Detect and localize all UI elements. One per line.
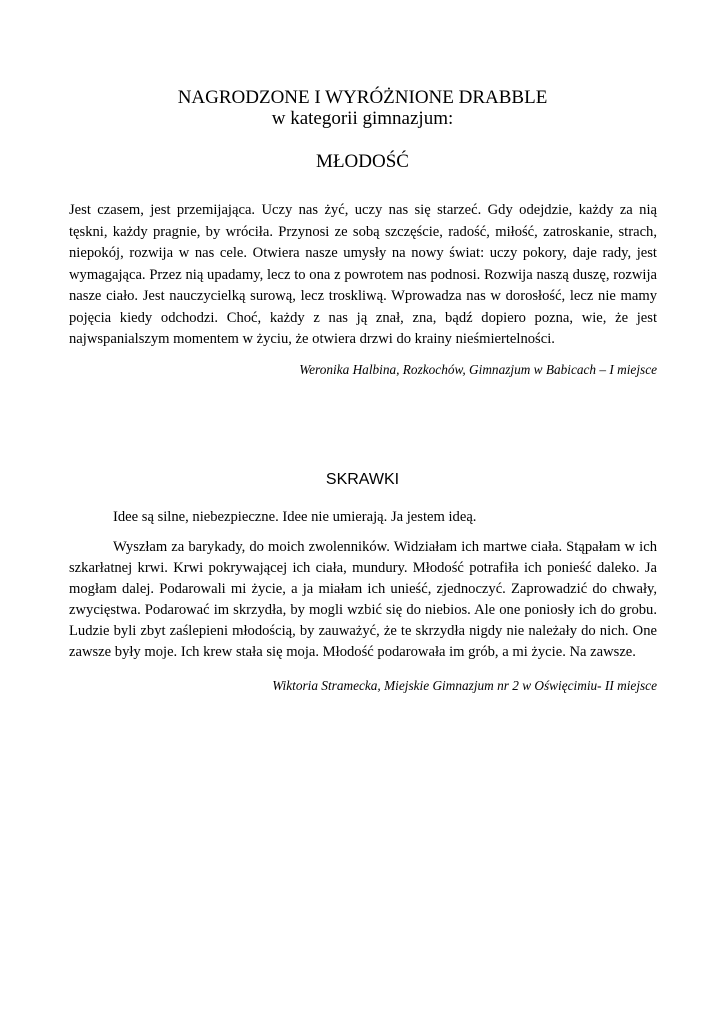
document-heading (0, 87, 725, 129)
drabble-title-skrawki: SKRAWKI (325, 471, 400, 488)
drabble-title-mlodosc: MŁODOŚĆ (316, 151, 409, 172)
drabble-text-skrawki-intro: Idee są silne, niebezpieczne. Idee nie umierają. Ja jestem ideą. (113, 509, 477, 525)
heading-line-2: w kategorii gimnazjum: (271, 108, 454, 129)
drabble-signature-skrawki: Wiktoria Stramecka, Miejskie Gimnazjum nr 2 w Oświęcimiu- II miejsce (272, 678, 657, 693)
drabble-text-mlodosc: Jest czasem, jest przemijająca. Uczy nas żyć, uczy nas się starzeć. Gdy odejdzie, każdy za nią tęskni, każdy pragnie, by wróciła. Przynosi ze sobą szczęście, radość, miłość, zatroskanie, strach, niepokój, rozwija w nas cele. Otwiera nasze umysły na nowy świat: uczy pokory, daje rady, jest wymagająca. Przez nią upadamy, lecz to ona z powrotem nas podnosi. Rozwija naszą duszę, rozwija nasze ciało. Jest nauczycielką surową, lecz troskliwą. Wprowadza nas w dorosłość, lecz nie mamy pojęcia kiedy odchodzi. Choć, każdy z nas ją znał, zna, bądź dopiero pozna, wie, że jest najwspanialszym momentem w życiu, że otwiera drzwi do krainy nieśmiertelności. (69, 202, 657, 347)
drabble-signature-mlodosc: Weronika Halbina, Rozkochów, Gimnazjum w Babicach – I miejsce (299, 362, 657, 377)
heading-line-1: NAGRODZONE I WYRÓŻNIONE DRABBLE (177, 87, 548, 108)
drabble-text-skrawki-body: Wyszłam za barykady, do moich zwolenników. Widziałam ich martwe ciała. Stąpałam w ich szkarłatnej krwi. Krwi pokrywającej ich ciała, mundury. Młodość potrafiła ich ponieść daleko. Ja mogłam dalej. Podarowali mi życie, a ja miałam ich unieść, zjednoczyć. Zaprowadzić do chwały, zwycięstwa. Podarować im skrzydła, by mogli wzbić się do niebios. Ale one poniosły ich do grobu. Ludzie byli zbyt zaślepieni młodością, by zauważyć, że te skrzydła nigdy nie należały do nich. One zawsze były moje. Ich krew stała się moja. Młodość podarowała im grób, a mi życie. Na zawsze. (69, 539, 657, 660)
